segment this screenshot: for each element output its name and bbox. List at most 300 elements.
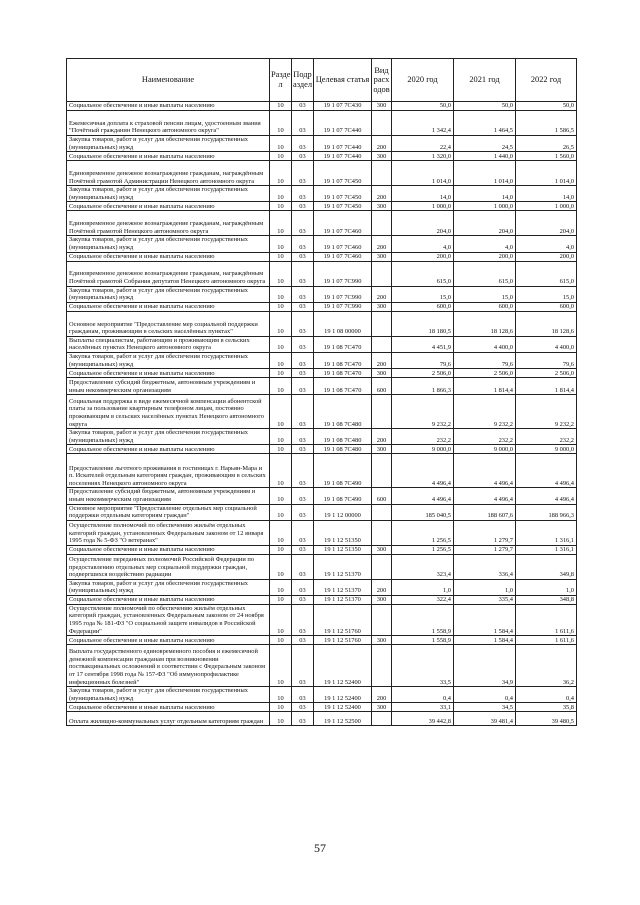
cell-section: 10 [270,645,292,687]
cell-subsection: 03 [292,554,314,579]
cell-2021: 335,4 [454,595,516,604]
cell-target: 19 1 08 7С470 [314,378,372,395]
cell-subsection: 03 [292,202,314,211]
cell-2022: 26,5 [516,136,577,152]
table-row [67,445,577,454]
cell-2021: 34,5 [454,703,516,712]
cell-subsection: 03 [292,636,314,645]
cell-2022: 14,0 [516,186,577,202]
cell-name: Социальное обеспечение и иные выплаты населению [67,252,270,261]
cell-name: Основное мероприятие "Предоставление отдельных мер социальной поддержки отдельным категориям граждан" [67,504,270,520]
cell-2022: 1 586,5 [516,111,577,136]
cell-name: Социальное обеспечение и иные выплаты населению [67,202,270,211]
cell-section: 10 [270,352,292,368]
cell-section: 10 [270,378,292,395]
table-row [67,261,577,286]
cell-subsection: 03 [292,211,314,236]
cell-expense-type: 300 [372,703,392,712]
cell-expense-type [372,504,392,520]
cell-2020: 4 451,9 [392,336,454,352]
cell-target: 19 1 07 7С440 [314,152,372,161]
cell-target: 19 1 12 51370 [314,579,372,595]
cell-expense-type: 300 [372,636,392,645]
cell-expense-type [372,645,392,687]
cell-2022: 1 000,0 [516,202,577,211]
table-header-row [67,59,577,102]
table-row [67,111,577,136]
page-number: 57 [314,841,326,855]
cell-subsection: 03 [292,352,314,368]
cell-2022: 36,2 [516,645,577,687]
cell-2022: 15,0 [516,286,577,302]
cell-expense-type [372,111,392,136]
cell-subsection: 03 [292,454,314,488]
header-subsection: Подр аздел [292,59,314,102]
cell-2020: 232,2 [392,429,454,445]
cell-2022: 232,2 [516,429,577,445]
cell-2021: 14,0 [454,186,516,202]
cell-subsection: 03 [292,111,314,136]
cell-subsection: 03 [292,488,314,504]
cell-subsection: 03 [292,236,314,252]
cell-2021: 24,5 [454,136,516,152]
cell-target: 19 1 08 7С470 [314,352,372,368]
cell-2021: 600,0 [454,302,516,311]
cell-name: Социальное обеспечение и иные выплаты населению [67,636,270,645]
cell-subsection: 03 [292,504,314,520]
table-row [67,712,577,726]
cell-2022: 35,8 [516,703,577,712]
cell-2021: 1 814,4 [454,378,516,395]
cell-subsection: 03 [292,152,314,161]
cell-2022: 204,0 [516,211,577,236]
cell-name: Социальное обеспечение и иные выплаты населению [67,302,270,311]
cell-name: Предоставление субсидий бюджетным, автономным учреждениям и иным некоммерческим организациям [67,488,270,504]
cell-2020: 33,5 [392,645,454,687]
cell-name: Единовременное денежное вознаграждение гражданам, награждённым Почётной грамотой Администрации Ненецкого автономного округа [67,161,270,186]
cell-target: 19 1 12 52400 [314,703,372,712]
cell-2020: 4,0 [392,236,454,252]
cell-2022: 9 000,0 [516,445,577,454]
cell-name: Оплата жилищно-коммунальных услуг отдельным категориям граждан [67,712,270,726]
cell-target: 19 1 12 51370 [314,595,372,604]
table-row [67,579,577,595]
header-2020: 2020 год [392,59,454,102]
cell-section: 10 [270,554,292,579]
cell-2021: 39 481,4 [454,712,516,726]
cell-target: 19 1 12 51760 [314,604,372,635]
cell-expense-type [372,261,392,286]
cell-2020: 322,4 [392,595,454,604]
cell-2021: 0,4 [454,687,516,703]
cell-section: 10 [270,311,292,336]
cell-2022: 1 316,1 [516,520,577,545]
cell-name: Осуществление полномочий по обеспечению жильём отдельных категорий граждан, установленных Федеральным законом от 12 января 1995 года № 5-ФЗ "О ветеранах" [67,520,270,545]
cell-subsection: 03 [292,261,314,286]
cell-section: 10 [270,302,292,311]
cell-name: Осуществление полномочий по обеспечению жильём отдельных категорий граждан, установленных Федеральным законом от 24 ноября 1995 года № 181-ФЗ "О социальной защите инвалидов в Российской Федерации" [67,604,270,635]
cell-subsection: 03 [292,445,314,454]
cell-target: 19 1 08 7С470 [314,336,372,352]
cell-2022: 4 496,4 [516,488,577,504]
cell-subsection: 03 [292,336,314,352]
cell-section: 10 [270,454,292,488]
cell-expense-type: 600 [372,378,392,395]
table-row [67,286,577,302]
cell-2022: 1 611,6 [516,636,577,645]
cell-expense-type: 200 [372,687,392,703]
cell-2021: 1 584,4 [454,636,516,645]
cell-subsection: 03 [292,595,314,604]
cell-2020: 1 000,0 [392,202,454,211]
cell-2022: 1 014,0 [516,161,577,186]
cell-section: 10 [270,161,292,186]
cell-2020: 50,0 [392,102,454,111]
cell-2022: 1 316,1 [516,545,577,554]
cell-subsection: 03 [292,645,314,687]
cell-target: 19 1 12 52400 [314,645,372,687]
cell-2020: 615,0 [392,261,454,286]
cell-expense-type: 200 [372,186,392,202]
cell-2021: 1,0 [454,579,516,595]
cell-target: 19 1 08 00000 [314,311,372,336]
table-row [67,161,577,186]
cell-2022: 39 480,5 [516,712,577,726]
cell-name: Осуществление переданных полномочий Российской Федерации по предоставлению отдельных мер социальной поддержки граждан, подвергшихся воздействию радиации [67,554,270,579]
cell-2022: 188 966,3 [516,504,577,520]
cell-target: 19 1 07 7С450 [314,161,372,186]
table-row [67,604,577,635]
cell-section: 10 [270,579,292,595]
cell-2021: 336,4 [454,554,516,579]
cell-subsection: 03 [292,395,314,429]
cell-section: 10 [270,504,292,520]
table-row [67,102,577,111]
cell-2020: 323,4 [392,554,454,579]
cell-2021: 1 440,0 [454,152,516,161]
cell-section: 10 [270,252,292,261]
cell-name: Закупка товаров, работ и услуг для обеспечения государственных (муниципальных) нужд [67,236,270,252]
cell-expense-type [372,161,392,186]
table-row [67,186,577,202]
cell-2022: 4 496,4 [516,454,577,488]
cell-expense-type [372,604,392,635]
cell-target: 19 1 07 7С460 [314,236,372,252]
cell-section: 10 [270,687,292,703]
cell-target: 19 1 12 51760 [314,636,372,645]
cell-expense-type: 300 [372,202,392,211]
cell-2022: 348,8 [516,595,577,604]
cell-2021: 232,2 [454,429,516,445]
cell-section: 10 [270,369,292,378]
cell-name: Социальное обеспечение и иные выплаты населению [67,369,270,378]
cell-expense-type: 200 [372,579,392,595]
table-row [67,554,577,579]
cell-target: 19 1 07 7С450 [314,186,372,202]
table-row [67,395,577,429]
cell-name: Выплаты специалистам, работающим и проживающим в сельских населённых пунктах Ненецкого автономного округа [67,336,270,352]
table-row [67,136,577,152]
cell-2020: 1 558,9 [392,604,454,635]
cell-target: 19 1 07 7С990 [314,261,372,286]
table-row [67,488,577,504]
cell-2020: 9 000,0 [392,445,454,454]
cell-name: Единовременное денежное вознаграждение гражданам, награждённым Почётной грамотой Собрания депутатов Ненецкого автономного округа [67,261,270,286]
cell-expense-type: 300 [372,152,392,161]
cell-expense-type: 300 [372,445,392,454]
cell-expense-type [372,554,392,579]
header-name: Наименование [67,59,270,102]
cell-subsection: 03 [292,579,314,595]
cell-target: 19 1 07 7С990 [314,302,372,311]
budget-table-container [66,58,576,726]
table-row [67,454,577,488]
cell-target: 19 1 08 7С480 [314,445,372,454]
cell-2021: 2 506,0 [454,369,516,378]
cell-target: 19 1 07 7С460 [314,211,372,236]
table-row [67,703,577,712]
table-row [67,520,577,545]
cell-2020: 600,0 [392,302,454,311]
cell-name: Закупка товаров, работ и услуг для обеспечения государственных (муниципальных) нужд [67,429,270,445]
cell-target: 19 1 08 7С480 [314,429,372,445]
cell-2020: 1 866,3 [392,378,454,395]
cell-section: 10 [270,261,292,286]
cell-subsection: 03 [292,302,314,311]
cell-name: Закупка товаров, работ и услуг для обеспечения государственных (муниципальных) нужд [67,579,270,595]
budget-table [66,58,577,726]
cell-subsection: 03 [292,102,314,111]
cell-section: 10 [270,111,292,136]
cell-2021: 1 464,5 [454,111,516,136]
cell-section: 10 [270,136,292,152]
cell-subsection: 03 [292,712,314,726]
cell-2021: 4 496,4 [454,488,516,504]
cell-name: Социальное обеспечение и иные выплаты населению [67,595,270,604]
cell-section: 10 [270,395,292,429]
cell-name: Закупка товаров, работ и услуг для обеспечения государственных (муниципальных) нужд [67,687,270,703]
cell-name: Социальное обеспечение и иные выплаты населению [67,703,270,712]
cell-section: 10 [270,211,292,236]
cell-name: Закупка товаров, работ и услуг для обеспечения государственных (муниципальных) нужд [67,186,270,202]
cell-section: 10 [270,604,292,635]
cell-target: 19 1 07 7С460 [314,252,372,261]
cell-2020: 4 496,4 [392,488,454,504]
cell-expense-type: 300 [372,595,392,604]
cell-2020: 79,6 [392,352,454,368]
cell-target: 19 1 08 7С480 [314,395,372,429]
cell-2022: 1 814,4 [516,378,577,395]
cell-section: 10 [270,712,292,726]
cell-expense-type: 200 [372,286,392,302]
cell-target: 19 1 12 51350 [314,520,372,545]
cell-2020: 33,1 [392,703,454,712]
cell-target: 19 1 12 51350 [314,545,372,554]
cell-subsection: 03 [292,687,314,703]
cell-target: 19 1 12 52500 [314,712,372,726]
cell-2022: 79,6 [516,352,577,368]
cell-2020: 1 256,5 [392,520,454,545]
cell-2020: 1 256,5 [392,545,454,554]
cell-2021: 1 014,0 [454,161,516,186]
table-row [67,595,577,604]
cell-2020: 185 040,5 [392,504,454,520]
cell-target: 19 1 07 7С440 [314,111,372,136]
cell-subsection: 03 [292,429,314,445]
cell-name: Ежемесячная доплата к страховой пенсии лицам, удостоенным звания "Почётный гражданин Ненецкого автономного округа" [67,111,270,136]
cell-2021: 79,6 [454,352,516,368]
cell-2020: 22,4 [392,136,454,152]
table-row [67,429,577,445]
cell-2021: 188 607,6 [454,504,516,520]
cell-2021: 15,0 [454,286,516,302]
cell-expense-type [372,454,392,488]
cell-name: Предоставление субсидий бюджетным, автономным учреждениям и иным некоммерческим организациям [67,378,270,395]
cell-target: 19 1 08 7С470 [314,369,372,378]
cell-expense-type [372,520,392,545]
cell-2022: 200,0 [516,252,577,261]
cell-2020: 1 342,4 [392,111,454,136]
cell-2022: 349,8 [516,554,577,579]
cell-expense-type: 200 [372,136,392,152]
cell-2022: 1 560,0 [516,152,577,161]
cell-2020: 1 014,0 [392,161,454,186]
cell-section: 10 [270,595,292,604]
cell-2022: 18 128,6 [516,311,577,336]
cell-subsection: 03 [292,186,314,202]
cell-section: 10 [270,545,292,554]
cell-2021: 615,0 [454,261,516,286]
cell-expense-type: 300 [372,252,392,261]
cell-2020: 204,0 [392,211,454,236]
table-row [67,302,577,311]
cell-section: 10 [270,236,292,252]
table-row [67,311,577,336]
cell-2021: 4,0 [454,236,516,252]
table-body [67,102,577,726]
cell-2021: 9 232,2 [454,395,516,429]
cell-2020: 2 506,0 [392,369,454,378]
cell-2020: 1 558,9 [392,636,454,645]
cell-section: 10 [270,152,292,161]
header-expense-type: Вид расх одов [372,59,392,102]
cell-target: 19 1 07 7С430 [314,102,372,111]
cell-name: Выплата государственного единовременного пособия и ежемесячной денежной компенсации гражданам при возникновении поствакцинальных осложнений в соответствии с Федеральным законом от 17 сентября 1998 года № 157-ФЗ "Об иммунопрофилактике инфекционных болезней" [67,645,270,687]
cell-2021: 1 279,7 [454,520,516,545]
cell-name: Закупка товаров, работ и услуг для обеспечения государственных (муниципальных) нужд [67,352,270,368]
cell-section: 10 [270,636,292,645]
table-row [67,645,577,687]
cell-target: 19 1 08 7С490 [314,488,372,504]
cell-target: 19 1 12 51370 [314,554,372,579]
cell-section: 10 [270,102,292,111]
cell-2020: 15,0 [392,286,454,302]
cell-name: Социальное обеспечение и иные выплаты населению [67,102,270,111]
cell-2020: 4 496,4 [392,454,454,488]
cell-2022: 4,0 [516,236,577,252]
table-row [67,236,577,252]
cell-name: Социальное обеспечение и иные выплаты населению [67,445,270,454]
cell-section: 10 [270,286,292,302]
table-row [67,545,577,554]
cell-2020: 18 180,5 [392,311,454,336]
cell-expense-type: 300 [372,545,392,554]
table-row [67,378,577,395]
table-row [67,252,577,261]
cell-2022: 600,0 [516,302,577,311]
cell-expense-type [372,211,392,236]
cell-2022: 2 506,0 [516,369,577,378]
table-row [67,687,577,703]
cell-subsection: 03 [292,545,314,554]
cell-subsection: 03 [292,311,314,336]
cell-name: Социальное обеспечение и иные выплаты населению [67,152,270,161]
cell-section: 10 [270,520,292,545]
cell-name: Социальная поддержка в виде ежемесячной компенсации абонентской платы за пользование квартирным телефоном лицам, постоянно проживающим в сельских населённых пунктах Ненецкого автономного округа [67,395,270,429]
cell-2021: 9 000,0 [454,445,516,454]
cell-name: Закупка товаров, работ и услуг для обеспечения государственных (муниципальных) нужд [67,286,270,302]
cell-2022: 1 611,6 [516,604,577,635]
table-row [67,504,577,520]
cell-subsection: 03 [292,520,314,545]
cell-subsection: 03 [292,604,314,635]
cell-expense-type [372,712,392,726]
cell-expense-type [372,336,392,352]
cell-2020: 1 320,0 [392,152,454,161]
cell-2021: 4 400,0 [454,336,516,352]
header-2021: 2021 год [454,59,516,102]
cell-subsection: 03 [292,136,314,152]
cell-expense-type: 600 [372,488,392,504]
cell-2022: 615,0 [516,261,577,286]
cell-expense-type: 200 [372,352,392,368]
cell-expense-type: 200 [372,236,392,252]
cell-target: 19 1 07 7С990 [314,286,372,302]
cell-2022: 9 232,2 [516,395,577,429]
cell-subsection: 03 [292,286,314,302]
cell-2022: 0,4 [516,687,577,703]
cell-section: 10 [270,429,292,445]
cell-2021: 1 584,4 [454,604,516,635]
header-target: Целевая статья [314,59,372,102]
cell-name: Закупка товаров, работ и услуг для обеспечения государственных (муниципальных) нужд [67,136,270,152]
cell-2020: 0,4 [392,687,454,703]
cell-2021: 34,9 [454,645,516,687]
cell-2021: 4 496,4 [454,454,516,488]
cell-2020: 9 232,2 [392,395,454,429]
table-row [67,152,577,161]
cell-2020: 200,0 [392,252,454,261]
cell-expense-type: 300 [372,302,392,311]
cell-2021: 1 279,7 [454,545,516,554]
table-row [67,211,577,236]
cell-subsection: 03 [292,161,314,186]
cell-expense-type [372,311,392,336]
cell-expense-type: 200 [372,429,392,445]
cell-2022: 50,0 [516,102,577,111]
cell-2020: 1,0 [392,579,454,595]
cell-section: 10 [270,202,292,211]
cell-section: 10 [270,445,292,454]
cell-2021: 204,0 [454,211,516,236]
table-row [67,336,577,352]
cell-section: 10 [270,488,292,504]
cell-section: 10 [270,186,292,202]
cell-name: Единовременное денежное вознаграждение гражданам, награждённым Почётной грамотой Ненецкого автономного округа [67,211,270,236]
cell-expense-type: 300 [372,102,392,111]
cell-target: 19 1 08 7С490 [314,454,372,488]
cell-target: 19 1 07 7С440 [314,136,372,152]
